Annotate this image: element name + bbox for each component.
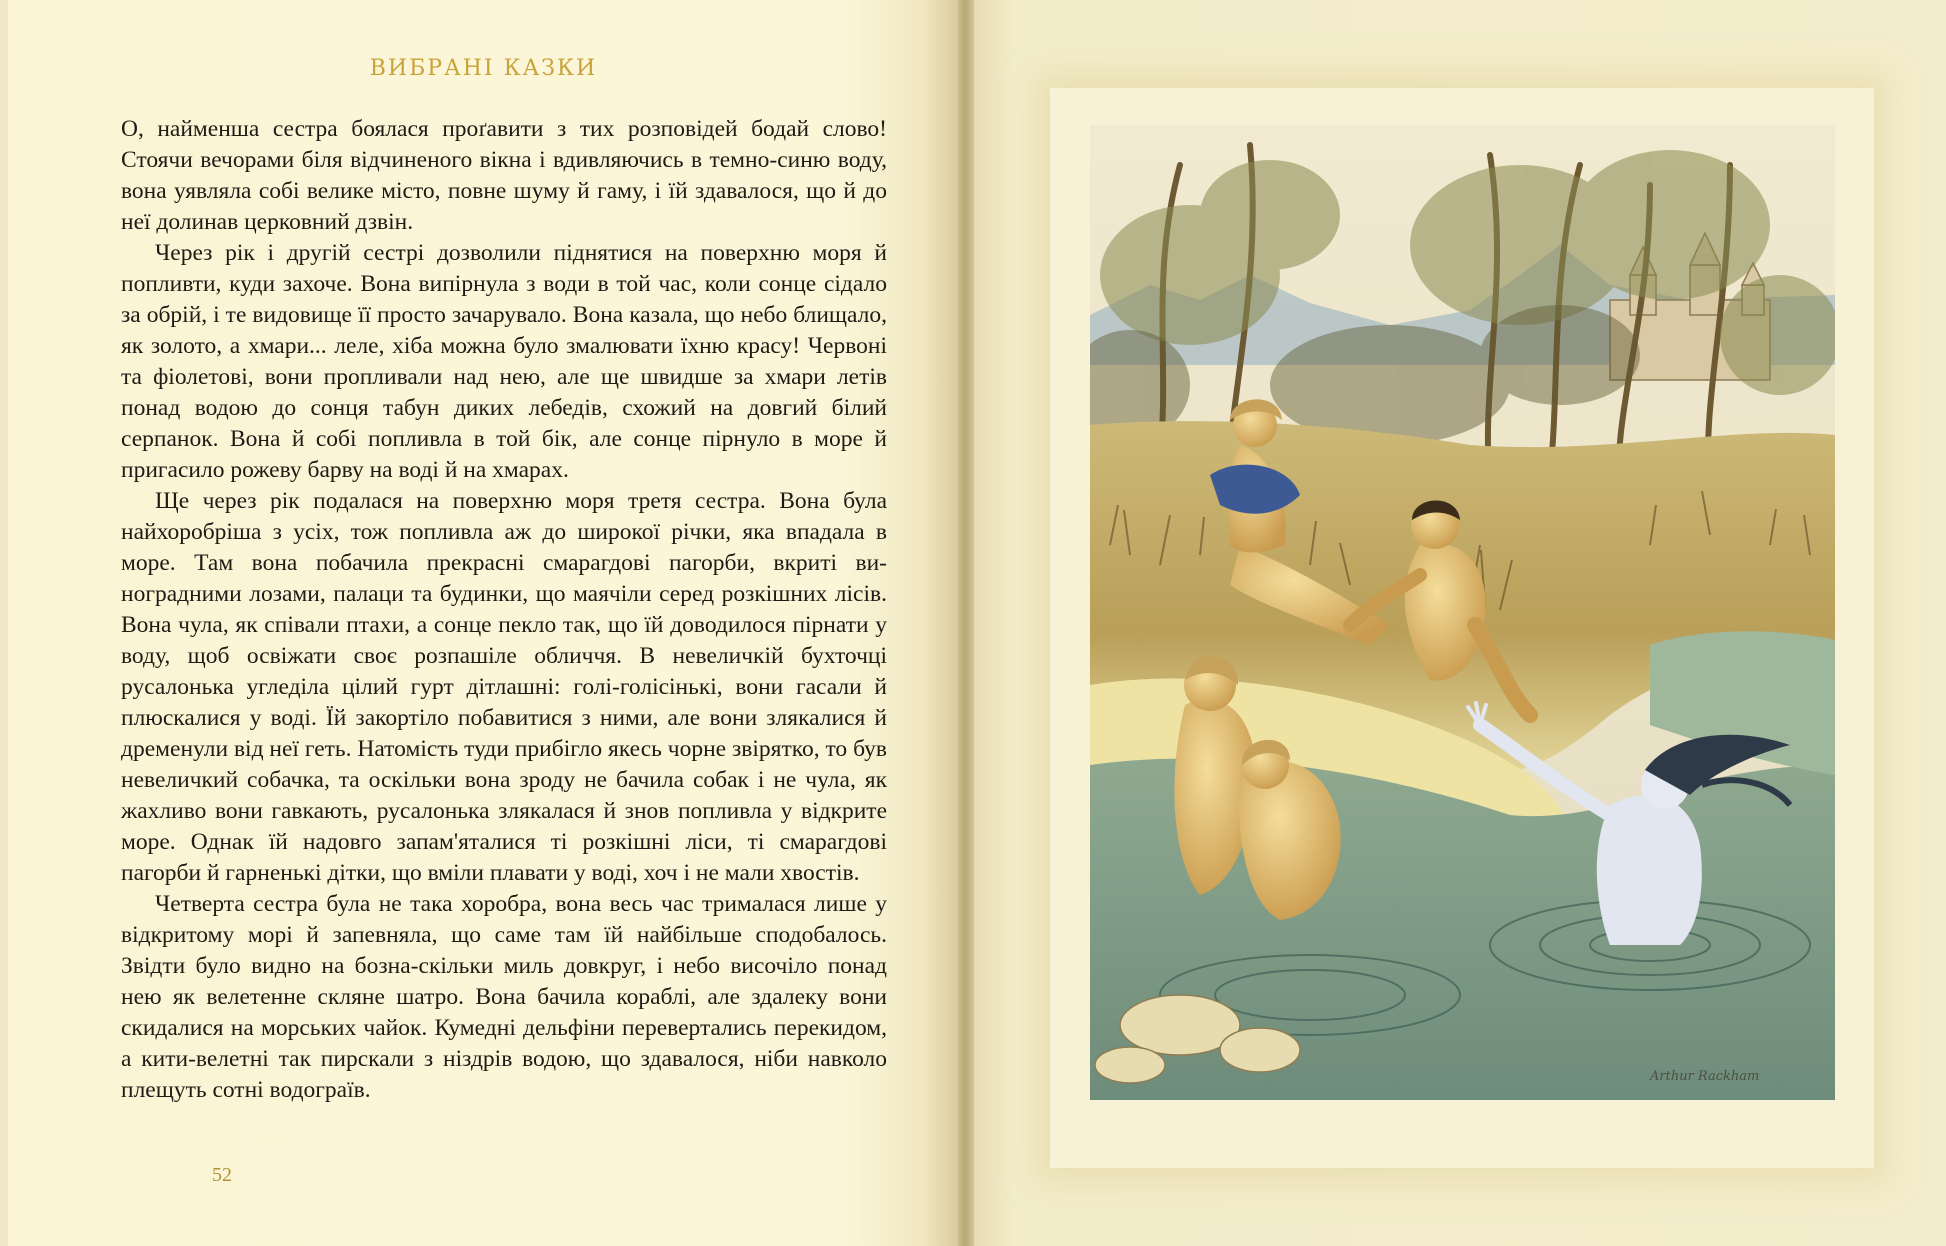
paragraph-3: Ще через рік подалася на поверхню моря третя сестра. Вона була найхоробріша з усіх, тож попливла аж до широкої річки, яка впадала в море. Там вона побачила прекрасні смарагдові пагорби, вкриті виноградними лозами, палаци та будинки, що маячіли серед розкішних лісів. Вона чула, як співали птахи, а сонце пекло так, що їй доводилося пірнати у воду, щоб освіжати своє розпашіле обличчя. В невеличкій бухточці русалонька угледіла цілий гурт дітлашні: голі-голісінькі, вони гасали й плюскалися у воді. Їй закортіло побавитися з ними, але вони злякалися й дременули від неї геть. Натомість туди прибігло якесь чорне звірятко, то був невеличкий собачка, та оскільки вона зроду не бачила собак і не чула, як жахливо вони гавкають, русалонька злякалася й знов попливла у відкрите море. Однак їй надовго запам'яталися ті розкішні ліси, ті смарагдові пагорби й гарненькі дітки, що вміли плавати у воді, хоч і не мали хвостів. (121, 488, 887, 886)
paragraph-4: Четверта сестра була не така хоробра, вона весь час трималася лише у відкритому морі й запевняла, що саме там їй найбільше сподобалось. Звідти було видно на бозна-скільки миль довкруг, і небо височіло понад нею як велетенне скляне шатро. Вона бачила кораблі, але здалеку вони скидалися на морських чайок. Кумедні дельфіни перевертались перекидом, а кити-велетні так пирскали з ніздрів водою, що здавалося, ніби навколо плещуть сотні водограїв. (121, 891, 887, 1103)
body-text (121, 114, 887, 1106)
left-page (8, 0, 959, 1246)
running-head: ВИБРАНІ КАЗКИ (369, 56, 598, 81)
illustration (1090, 125, 1835, 1100)
paragraph-1: О, найменша сестра боялася проґавити з тих розповідей бодай слово! Стоячи вечорами біля відчиненого вікна і вдивляючись в темно-синю воду, вона уявляла собі велике місто, повне шуму й гаму, і їй здавалося, що й до неї долинав церковний дзвін. (121, 116, 887, 235)
artist-signature: Arthur Rackham (1650, 1069, 1760, 1084)
paragraph-2: Через рік і другій сестрі дозволили піднятися на поверхню моря й попливти, куди захоче. Вона випірнула з води в той час, коли сонце сідало за обрій, і те видовище її просто зачарувало. Вона казала, що небо блищало, як золото, а хмари... леле, хіба можна було змалювати їхню красу! Червоні та фіолетові, вони пропливали над нею, але ще швидше за хмари летів понад водою до сонця табун диких лебедів, схожий на довгий білий серпанок. Вона й собі попливла в той бік, але сонце пірнуло в море й пригасило рожеву барву на воді й на хмарах. (121, 240, 887, 483)
page-number: 52 (212, 1164, 232, 1186)
book-spine (958, 0, 974, 1246)
